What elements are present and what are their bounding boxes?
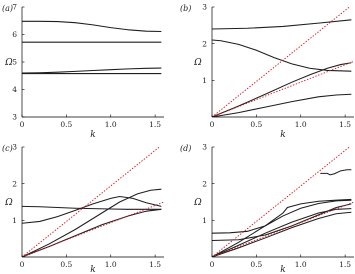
dispersion-curve-1 (212, 200, 351, 233)
panel-1 (180, 3, 354, 140)
x-tick-label: 1.5 (149, 120, 162, 129)
x-tick-label: 0 (19, 260, 25, 269)
x-tick-label: 1.0 (294, 260, 307, 269)
y-tick-label: 1 (12, 215, 17, 225)
dispersion-curve-5 (212, 212, 351, 257)
series-group (22, 21, 161, 73)
dispersion-curve-0 (22, 206, 161, 209)
dispersion-curve-2 (22, 68, 161, 73)
panel-2 (2, 143, 164, 274)
y-axis-label: Ω (5, 58, 13, 68)
y-tick-label: 1 (202, 75, 207, 85)
y-tick-label: 3 (12, 112, 17, 122)
reference-line-4 (22, 143, 164, 257)
series-group (212, 3, 354, 117)
series-group (22, 143, 164, 257)
x-axis-label: k (90, 265, 96, 274)
y-axis-label: Ω (5, 198, 13, 208)
y-tick-label: 1 (202, 215, 207, 225)
x-tick-label: 1.5 (339, 260, 352, 269)
x-tick-label: 0 (19, 120, 25, 129)
y-tick-label: 6 (12, 30, 17, 40)
dispersion-curve-0 (22, 21, 161, 31)
x-tick-label: 1.0 (294, 120, 307, 129)
dispersion-curve-2 (22, 189, 161, 257)
y-tick-label: 2 (202, 39, 207, 49)
x-axis-label: k (280, 130, 286, 140)
y-tick-label: 2 (202, 179, 207, 189)
x-tick-label: 0 (209, 260, 215, 269)
x-tick-label: 0.5 (60, 120, 73, 129)
dispersion-curve-3 (212, 94, 351, 117)
y-axis-label: Ω (194, 58, 202, 68)
reference-line-7 (212, 202, 354, 257)
x-tick-label: 0.5 (250, 120, 263, 129)
x-tick-label: 0.5 (250, 260, 263, 269)
panel-0 (2, 3, 164, 140)
dispersion-curve-3 (212, 204, 351, 241)
dispersion-curve-0 (320, 170, 351, 175)
x-tick-label: 0 (209, 120, 215, 129)
x-tick-label: 1.0 (104, 120, 117, 129)
x-tick-label: 1.5 (339, 120, 352, 129)
panel-label: (a) (2, 4, 14, 13)
dispersion-curve-1 (212, 40, 351, 71)
y-tick-label: 2 (12, 179, 17, 189)
panel-label: (d) (180, 144, 192, 153)
y-tick-label: 7 (12, 2, 17, 12)
dispersion-curve-0 (212, 20, 351, 29)
x-tick-label: 1.0 (104, 260, 117, 269)
x-tick-label: 0.5 (60, 260, 73, 269)
panel-label: (b) (180, 4, 192, 13)
y-tick-label: 3 (202, 142, 207, 152)
y-tick-label: 3 (12, 142, 17, 152)
x-axis-label: k (280, 265, 286, 274)
y-axis-label: Ω (194, 198, 202, 208)
y-tick-label: 5 (12, 57, 17, 67)
panel-3 (180, 143, 354, 274)
y-tick-label: 4 (12, 85, 17, 95)
reference-line-4 (212, 3, 354, 117)
x-tick-label: 1.5 (149, 260, 162, 269)
series-group (212, 143, 354, 257)
panel-label: (c) (2, 144, 13, 153)
y-tick-label: 3 (202, 2, 207, 12)
x-axis-label: k (90, 130, 96, 140)
dispersion-curve-3 (22, 209, 161, 257)
